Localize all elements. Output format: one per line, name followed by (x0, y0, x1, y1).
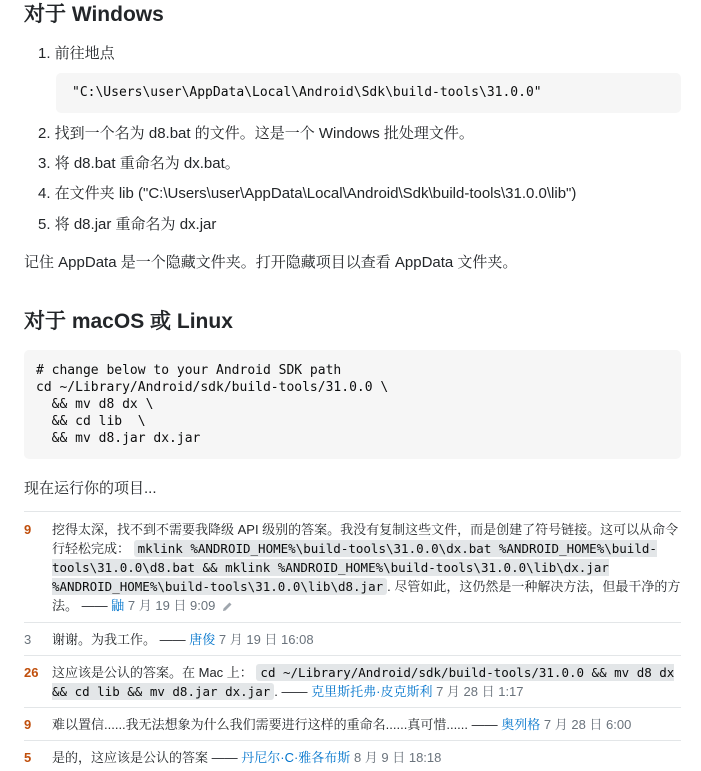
windows-path-code: "C:\Users\user\AppData\Local\Android\Sdk\build-tools\31.0.0" (56, 73, 681, 113)
mac-code-block[interactable] (24, 350, 681, 459)
comment-item (24, 708, 681, 741)
comment-score: 26 (24, 665, 39, 680)
comment-separator: —— (159, 632, 186, 647)
mac-heading: 对于 macOS 或 Linux (24, 310, 233, 333)
comment-item (24, 623, 681, 656)
windows-heading: 对于 Windows (24, 3, 164, 26)
windows-step-1: 1. 前往地点 (38, 45, 115, 62)
comment-item (24, 656, 681, 708)
code-line: # change below to your Android SDK path (36, 363, 342, 378)
windows-note: 记住 AppData 是一个隐藏文件夹。打开隐藏项目以查看 AppData 文件夹。 (24, 254, 518, 271)
comment-text-after: . 尽管如此，这仍然是一种解决方法，但最干净的方法。 (52, 579, 681, 613)
comment-user-link[interactable]: 唐俊 (189, 632, 216, 647)
comment-date[interactable]: 7 月 28 日 6:00 (543, 717, 632, 732)
comment-body (52, 662, 681, 701)
comment-body (52, 629, 681, 649)
comment-score: 9 (24, 717, 32, 732)
comment-score: 5 (24, 750, 32, 765)
comment-date[interactable]: 7 月 28 日 1:17 (436, 684, 524, 699)
windows-step-2: 2. 找到一个名为 d8.bat 的文件。这是一个 Windows 批处理文件。 (38, 125, 474, 142)
windows-step-5: 5. 将 d8.jar 重命名为 dx.jar (38, 216, 217, 233)
comment-user-link[interactable]: 克里斯托弗·皮克斯利 (311, 684, 433, 699)
comment-text: 是的，这应该是公认的答案 (52, 750, 209, 765)
comment-user-link[interactable]: 丹尼尔·C·雅各布斯 (241, 750, 351, 765)
comment-text: 挖得太深，找不到不需要我降级 API 级别的答案。我没有复制这些文件，而是创建了符号链接。这可以从命令行轻松完成： (52, 522, 679, 556)
comment-code: cd ~/Library/Android/sdk/build-tools/31.0.0 && mv d8 dx && cd lib && mv d8.jar dx.jar (52, 665, 675, 699)
comment-date[interactable]: 8 月 9 日 18:18 (353, 750, 442, 765)
comment-body (52, 714, 681, 734)
comment-text: 这应该是公认的答案。在 Mac 上： (52, 665, 253, 680)
comment-user-link[interactable]: 奥列格 (501, 717, 541, 732)
comment-text-after: . (274, 684, 282, 699)
comment-separator: —— (471, 717, 498, 732)
comment-item (24, 741, 681, 771)
pencil-icon (222, 598, 233, 617)
comment-user-link[interactable]: 鼬 (111, 598, 125, 613)
run-project-text: 现在运行你的项目... (24, 480, 157, 497)
code-line: && cd lib \ (36, 414, 146, 429)
code-line: && mv d8 dx \ (36, 397, 154, 412)
comment-code: mklink %ANDROID_HOME%\build-tools\31.0.0\dx.bat %ANDROID_HOME%\build-tools\31.0.0\d8.bat && mklink %ANDROID_HOME%\build-tools\31.0.0\lib\dx.jar %ANDROID_HOME%\build-tools\31.0.0\lib\d8.jar (52, 541, 657, 594)
comment-body (52, 519, 681, 617)
windows-step-4: 4. 在文件夹 lib ("C:\Users\user\AppData\Local\Android\Sdk\build-tools\31.0.0\lib") (38, 185, 577, 202)
comment-date[interactable]: 7 月 19 日 9:09 (127, 598, 216, 613)
windows-step-3: 3. 将 d8.bat 重命名为 dx.bat。 (38, 155, 240, 172)
comment-score: 3 (24, 632, 32, 647)
comment-separator: —— (211, 750, 238, 765)
comment-text: 谢谢。为我工作。 (52, 632, 157, 647)
comment-body (52, 747, 681, 767)
comment-item (24, 512, 681, 623)
comment-separator: —— (281, 684, 308, 699)
code-line: cd ~/Library/Android/sdk/build-tools/31.0.0 \ (36, 380, 389, 395)
comment-score: 9 (24, 522, 32, 537)
comments-list (24, 511, 681, 771)
comment-text: 难以置信......我无法想象为什么我们需要进行这样的重命名......真可惜...... (52, 717, 469, 732)
comment-date[interactable]: 7 月 19 日 16:08 (218, 632, 314, 647)
code-line: && mv d8.jar dx.jar (36, 431, 201, 446)
comment-separator: —— (81, 598, 108, 613)
